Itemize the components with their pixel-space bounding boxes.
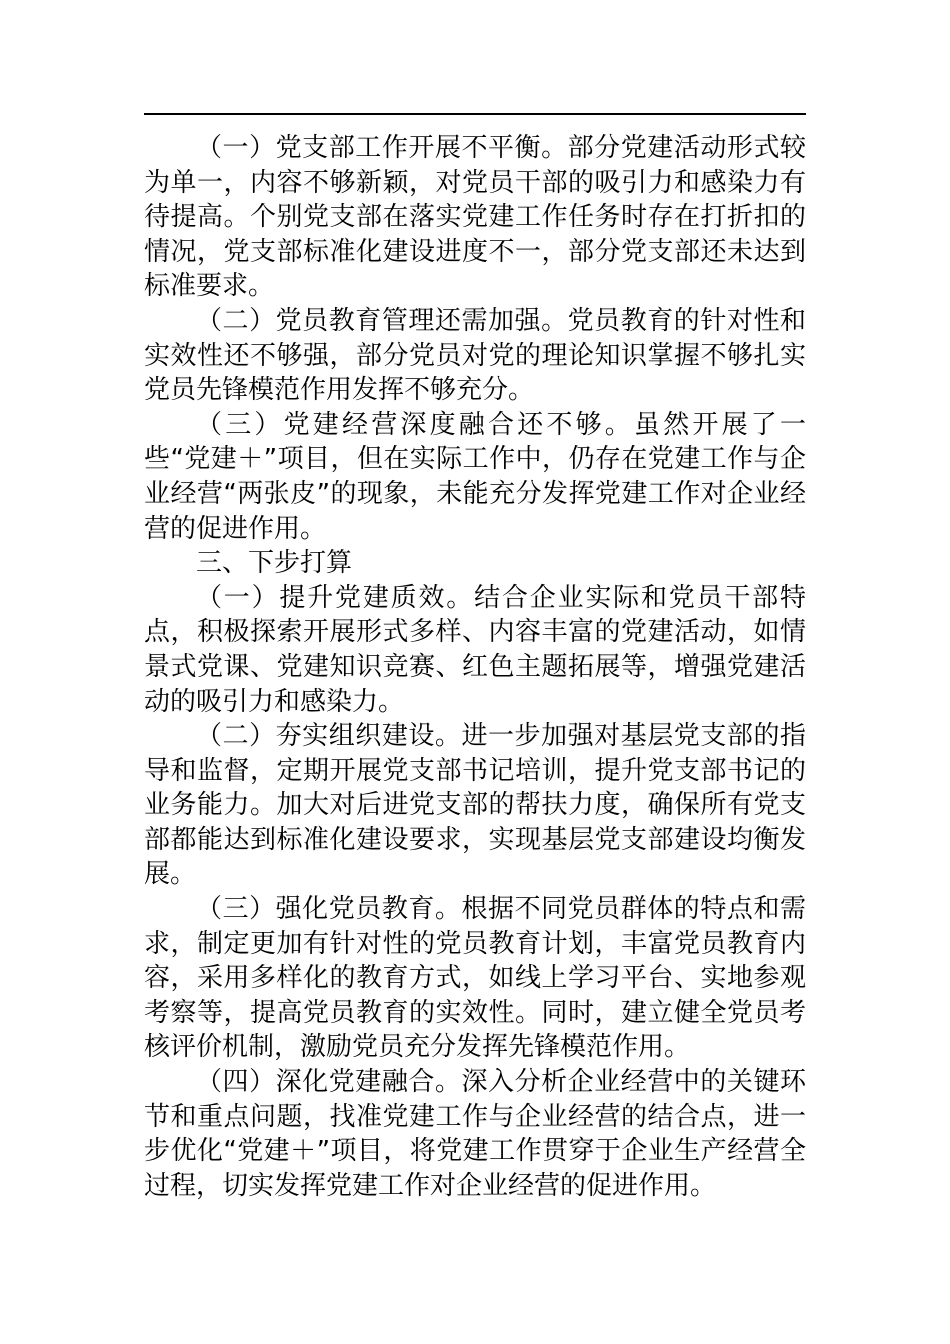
paragraph-issue-2: （二）党员教育管理还需加强。党员教育的针对性和实效性还不够强，部分党员对党的理论知识掌握不够扎实党员先锋模范作用发挥不够充分。 bbox=[144, 305, 806, 406]
paragraph-plan-2: （二）夯实组织建设。进一步加强对基层党支部的指导和监督，定期开展党支部书记培训，提升党支部书记的业务能力。加大对后进党支部的帮扶力度，确保所有党支部都能达到标准化建设要求，实现基层党支部建设均衡发展。 bbox=[144, 721, 806, 890]
paragraph-plan-1: （一）提升党建质效。结合企业实际和党员干部特点，积极探索开展形式多样、内容丰富的党建活动，如情景式党课、党建知识竞赛、红色主题拓展等，增强党建活动的吸引力和感染力。 bbox=[144, 582, 806, 717]
section-heading-next-steps: 三、下步打算 bbox=[196, 548, 353, 579]
paragraph-issue-1: （一）党支部工作开展不平衡。部分党建活动形式较为单一，内容不够新颖，对党员干部的吸引力和感染力有待提高。个别党支部在落实党建工作任务时存在打折扣的情况，党支部标准化建设进度不一，部分党支部还未达到标准要求。 bbox=[144, 133, 806, 302]
paragraph-plan-3: （三）强化党员教育。根据不同党员群体的特点和需求，制定更加有针对性的党员教育计划，丰富党员教育内容，采用多样化的教育方式，如线上学习平台、实地参观考察等，提高党员教育的实效性。同时，建立健全党员考核评价机制，激励党员充分发挥先锋模范作用。 bbox=[144, 894, 806, 1063]
header-rule bbox=[144, 113, 806, 115]
paragraph-plan-4: （四）深化党建融合。深入分析企业经营中的关键环节和重点问题，找准党建工作与企业经营的结合点，进一步优化“党建＋”项目，将党建工作贯穿于企业生产经营全过程，切实发挥党建工作对企业经营的促进作用。 bbox=[144, 1067, 806, 1201]
document-body bbox=[144, 131, 806, 1203]
paragraph-issue-3: （三）党建经营深度融合还不够。虽然开展了一些“党建＋”项目，但在实际工作中，仍存在党建工作与企业经营“两张皮”的现象，未能充分发挥党建工作对企业经营的促进作用。 bbox=[144, 409, 806, 544]
